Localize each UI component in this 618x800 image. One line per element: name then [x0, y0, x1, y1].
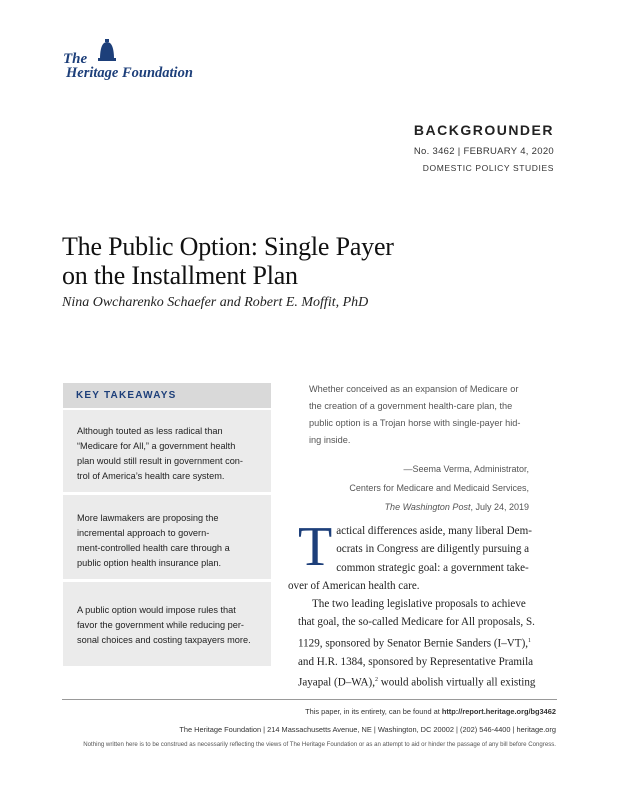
key-takeaways-title: KEY TAKEAWAYS: [76, 390, 177, 401]
logo-the: The: [63, 51, 88, 67]
page-title: [62, 232, 532, 290]
takeaway-line: “Medicare for All,” a government health: [77, 441, 236, 451]
drop-cap: T: [298, 516, 333, 578]
body-line: and H.R. 1384, sponsored by Representative Pramila: [298, 655, 534, 668]
body-line: actical differences aside, many liberal Dem-: [336, 525, 532, 537]
authors: Nina Owcharenko Schaefer and Robert E. Moffit, PhD: [62, 295, 369, 310]
takeaway-line: incremental approach to govern-: [77, 528, 210, 538]
takeaway-line: Although touted as less radical than: [77, 426, 223, 436]
takeaway-box-1: [63, 410, 271, 492]
key-takeaways-header: [63, 383, 271, 408]
quote-attribution: [349, 460, 529, 517]
body-text: [288, 516, 556, 692]
body-line: common strategic goal: a government take-: [336, 561, 529, 574]
report-department: DOMESTIC POLICY STUDIES: [422, 163, 554, 173]
body-line-text: Jayapal (D–WA),: [298, 676, 376, 689]
takeaway-line: sonal choices and costing taxpayers more.: [77, 635, 251, 645]
attribution-source: [349, 498, 529, 517]
title-line-1: The Public Option: Single Payer: [62, 232, 394, 261]
liberty-bell-icon: [95, 39, 119, 61]
footer-url-line: [305, 707, 556, 716]
body-line: [298, 671, 556, 692]
takeaway-box-2: [63, 495, 271, 579]
quote-line: public option is a Trojan horse with single-payer hid-: [309, 418, 521, 428]
takeaway-line: favor the government while reducing per-: [77, 620, 244, 630]
takeaway-line: ment-controlled health care through a: [77, 543, 230, 553]
logo-name: Heritage Foundation: [66, 65, 193, 81]
footnote-ref-1[interactable]: 1: [528, 637, 532, 644]
footer-divider: [62, 699, 557, 700]
footer-url-prefix: This paper, in its entirety, can be found at: [305, 707, 442, 716]
body-line: that goal, the so-called Medicare for All proposals, S.: [298, 616, 535, 629]
footer-address: The Heritage Foundation | 214 Massachusetts Avenue, NE | Washington, DC 20002 | (202) 546-4400 | heritage.org: [179, 725, 556, 734]
attribution-org: Centers for Medicare and Medicaid Services,: [349, 483, 529, 493]
body-line: The two leading legislative proposals to achieve: [312, 598, 526, 611]
body-line: [298, 632, 556, 653]
takeaway-line: plan would still result in government con-: [77, 456, 243, 466]
report-number-date: No. 3462 | FEBRUARY 4, 2020: [413, 146, 554, 157]
report-header: [414, 122, 554, 173]
body-line-text: 1129, sponsored by Senator Bernie Sanders (I–VT),: [298, 637, 529, 650]
footer-disclaimer: Nothing written here is to be construed as necessarily reflecting the views of The Heritage Foundation or as an attempt to aid or hinder the passage of any bill before Congress.: [83, 741, 556, 748]
quote-line: the creation of a government health-care plan, the: [309, 401, 513, 411]
title-line-2: on the Installment Plan: [62, 261, 298, 290]
quote-line: Whether conceived as an expansion of Medicare or: [309, 384, 519, 394]
body-paragraph-1: [288, 516, 556, 595]
attribution-publication: The Washington Post: [384, 502, 471, 512]
heritage-logo: [63, 39, 223, 84]
body-line: over of American health care.: [288, 579, 420, 592]
epigraph-quote: [309, 381, 537, 449]
body-line-text: would abolish virtually all existing: [380, 676, 536, 689]
footnote-ref-2[interactable]: 2: [375, 677, 379, 684]
attribution-date: , July 24, 2019: [470, 502, 529, 512]
quote-line: ing inside.: [309, 435, 351, 445]
attribution-name: —Seema Verma, Administrator,: [403, 464, 529, 474]
takeaway-line: trol of America’s health care system.: [77, 471, 225, 481]
report-type: BACKGROUNDER: [413, 122, 554, 138]
report-url-link[interactable]: http://report.heritage.org/bg3462: [441, 707, 556, 716]
body-paragraph-2: [298, 595, 556, 692]
takeaway-line: More lawmakers are proposing the: [77, 513, 219, 523]
takeaway-line: A public option would impose rules that: [77, 605, 236, 615]
takeaway-line: public option health insurance plan.: [77, 558, 222, 568]
takeaway-box-3: [63, 582, 271, 666]
body-line: ocrats in Congress are diligently pursuing a: [336, 543, 530, 556]
